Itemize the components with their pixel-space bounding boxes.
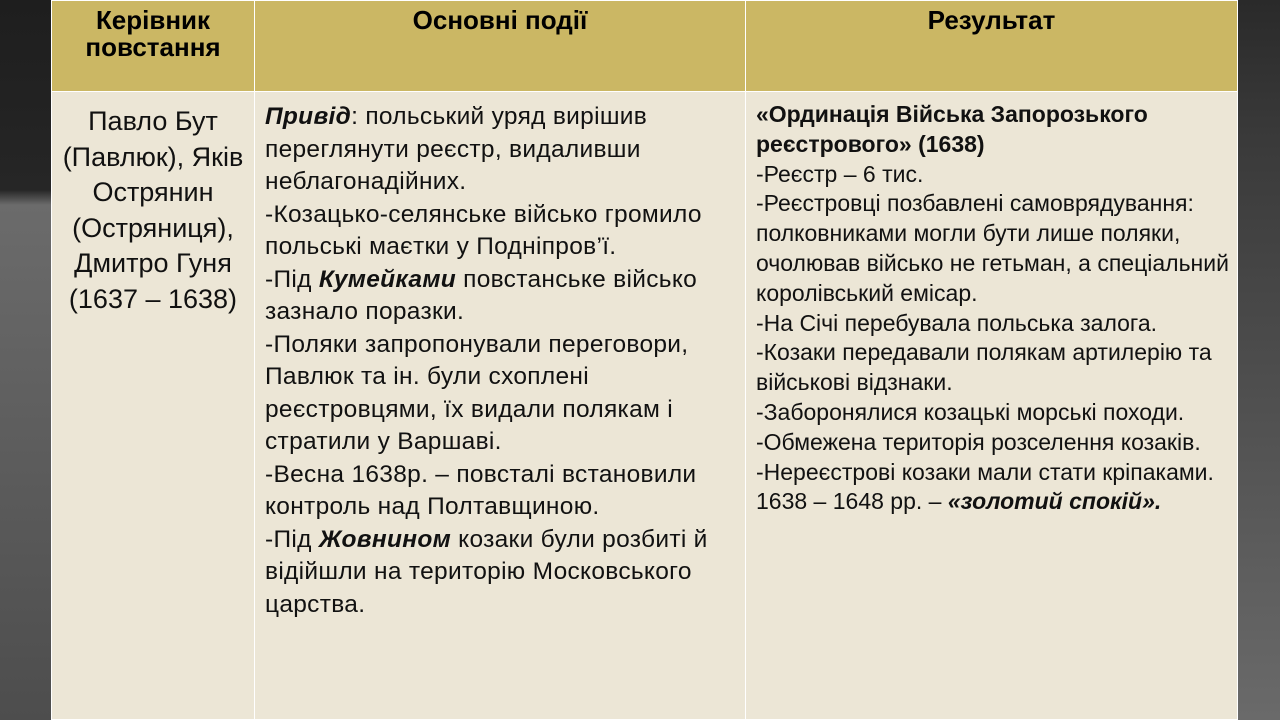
result-item: -Нереєстрові козаки мали стати кріпаками. bbox=[756, 458, 1214, 485]
event-item bbox=[265, 101, 737, 199]
table-row bbox=[52, 92, 1238, 720]
event-item bbox=[265, 264, 737, 329]
result-item: -Реєстр – 6 тис. bbox=[756, 160, 924, 187]
result-golden-peace: «золотий спокій». bbox=[947, 488, 1162, 515]
slide-background-left bbox=[0, 0, 52, 720]
header-result: Результат bbox=[746, 1, 1238, 92]
header-leader: Керівник повстання bbox=[52, 1, 255, 92]
table-header-row bbox=[52, 1, 1238, 92]
event-suffix: повстанське військо зазнало поразки. bbox=[265, 265, 698, 325]
leader-text: Павло Бут (Павлюк), Яків Острянин (Остряниця), Дмитро Гуня (1637 – 1638) bbox=[62, 106, 244, 314]
slide-background-right bbox=[1236, 0, 1280, 720]
leader-cell bbox=[52, 92, 255, 720]
result-period: 1638 – 1648 рр. – bbox=[756, 488, 948, 515]
event-cause-label: Привід bbox=[265, 103, 352, 130]
event-item: -Козацько-селянське військо громило польські маєтки у Подніпров’ї. bbox=[265, 200, 702, 260]
event-cause-text: : польський уряд вирішив переглянути реєстр, видаливши неблагонадійних. bbox=[265, 103, 648, 195]
header-events: Основні події bbox=[255, 1, 746, 92]
event-place-kumeiky: Кумейками bbox=[318, 265, 457, 293]
event-place-zhovnyn: Жовнином bbox=[318, 525, 452, 553]
result-item: -Реєстровці позбавлені самоврядування: полковниками могли бути лише поляки, очолював військо не гетьман, а спеціальний королівський емісар. bbox=[756, 190, 1229, 306]
result-item: -Обмежена територія розселення козаків. bbox=[756, 428, 1201, 455]
event-item bbox=[265, 524, 737, 622]
result-title: «Ординація Війська Запорозького реєстрового» (1638) bbox=[756, 101, 1148, 157]
events-cell bbox=[255, 92, 746, 720]
result-item bbox=[756, 487, 1231, 517]
event-suffix: козаки були розбиті й відійшли на територію Московського царства. bbox=[265, 525, 708, 618]
results-cell bbox=[746, 92, 1238, 720]
uprising-table bbox=[51, 0, 1238, 720]
result-item: -На Січі перебувала польська залога. bbox=[756, 309, 1157, 336]
result-item: -Заборонялися козацькі морські походи. bbox=[756, 398, 1185, 425]
event-prefix: -Під bbox=[265, 265, 319, 293]
result-item: -Козаки передавали полякам артилерію та військові відзнаки. bbox=[756, 339, 1212, 396]
event-prefix: -Під bbox=[265, 525, 319, 553]
event-item: -Весна 1638р. – повсталі встановили контроль над Полтавщиною. bbox=[265, 460, 697, 520]
event-item: -Поляки запропонували переговори, Павлюк та ін. були схоплені реєстровцями, їх видали полякам і стратили у Варшаві. bbox=[265, 330, 689, 455]
